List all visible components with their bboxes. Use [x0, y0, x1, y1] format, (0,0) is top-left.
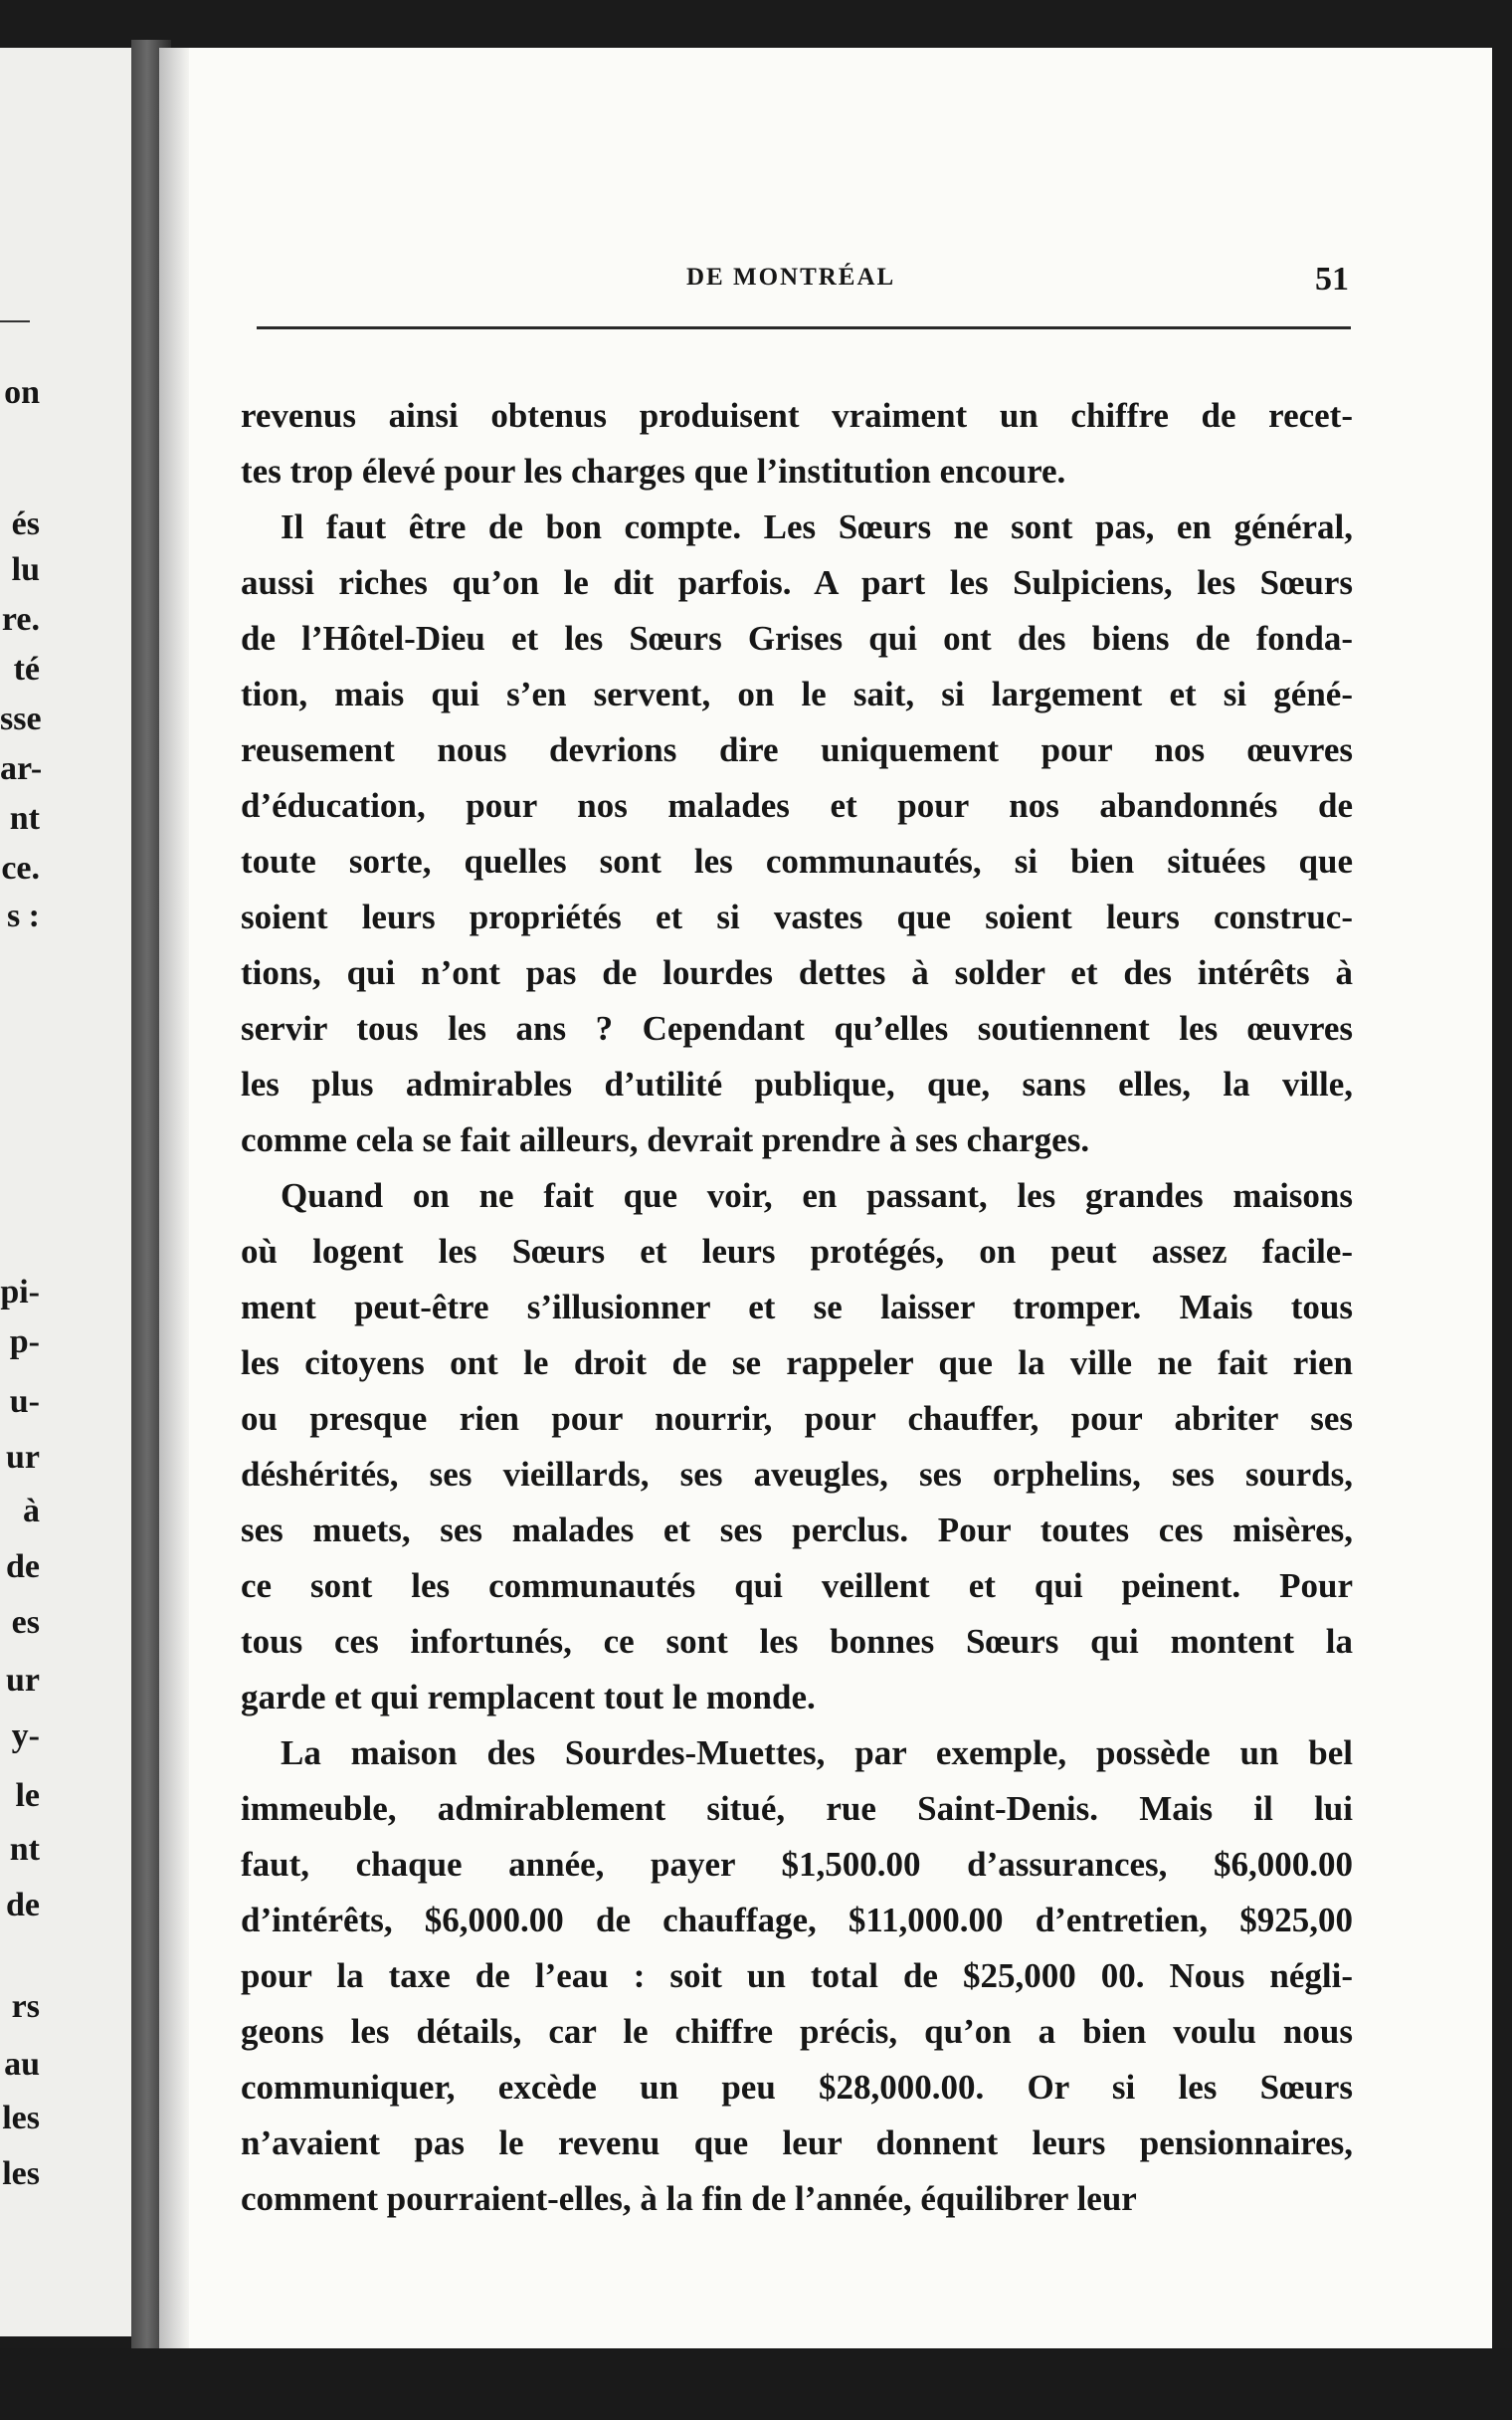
text-line: Quand on ne fait que voir, en passant, les grandes maisons	[281, 1176, 1353, 1215]
body-text	[241, 388, 1353, 2227]
left-page-fragment: les	[2, 2155, 40, 2192]
left-page-fragment: nt	[9, 1831, 40, 1868]
text-line: tes trop élevé pour les charges que l’institution encoure.	[241, 452, 1066, 491]
text-line: les citoyens ont le droit de se rappeler que la ville ne fait rien	[241, 1343, 1353, 1382]
text-line: tous ces infortunés, ce sont les bonnes Sœurs qui montent la	[241, 1622, 1353, 1661]
left-page-text-fragments	[0, 0, 139, 2420]
text-line: ou presque rien pour nourrir, pour chauffer, pour abriter ses	[241, 1399, 1353, 1438]
left-page-fragment: rs	[11, 1988, 40, 2025]
text-line: tion, mais qui s’en servent, on le sait, si largement et si géné-	[241, 675, 1353, 713]
text-line: faut, chaque année, payer $1,500.00 d’assurances, $6,000.00	[241, 1845, 1353, 1884]
paragraph	[241, 1168, 1353, 1725]
text-line: ce sont les communautés qui veillent et qui peinent. Pour	[241, 1566, 1353, 1605]
left-page-fragment: y-	[11, 1717, 40, 1754]
text-line: d’éducation, pour nos malades et pour nos abandonnés de	[241, 786, 1353, 825]
left-page-fragment: és	[11, 505, 40, 542]
left-page-fragment: té	[13, 651, 40, 688]
text-line: toute sorte, quelles sont les communautés, si bien situées que	[241, 842, 1353, 881]
left-page-fragment: à	[23, 1493, 40, 1529]
text-line: soient leurs propriétés et si vastes que soient leurs construc-	[241, 898, 1353, 936]
left-page-fragment: p-	[9, 1323, 40, 1360]
text-line: où logent les Sœurs et leurs protégés, on peut assez facile-	[241, 1232, 1353, 1271]
left-page-fragment: sse	[0, 701, 42, 737]
text-line: aussi riches qu’on le dit parfois. A part les Sulpiciens, les Sœurs	[241, 563, 1353, 602]
text-line: déshérités, ses vieillards, ses aveugles, ses orphelins, ses sourds,	[241, 1455, 1353, 1494]
left-page-fragment: de	[6, 1548, 40, 1585]
page-number: 51	[1315, 261, 1349, 298]
text-line: tions, qui n’ont pas de lourdes dettes à solder et des intérêts à	[241, 953, 1353, 992]
left-page-fragment: lu	[11, 551, 40, 588]
left-page-fragment: au	[4, 2046, 40, 2083]
page-inner-edge	[159, 48, 189, 2356]
left-page-fragment: u-	[9, 1383, 40, 1420]
paragraph	[241, 500, 1353, 1168]
paragraph	[241, 1725, 1353, 2227]
text-line: pour la taxe de l’eau : soit un total de $25,000 00. Nous négli-	[241, 1956, 1353, 1995]
text-line: revenus ainsi obtenus produisent vraiment un chiffre de recet-	[241, 396, 1353, 435]
text-line: reusement nous devrions dire uniquement pour nos œuvres	[241, 730, 1353, 769]
text-line: Il faut être de bon compte. Les Sœurs ne sont pas, en général,	[281, 507, 1353, 546]
text-line: geons les détails, car le chiffre précis, qu’on a bien voulu nous	[241, 2012, 1353, 2051]
scan-background	[0, 2348, 1512, 2420]
left-page-fragment: on	[4, 374, 40, 411]
text-line: n’avaient pas le revenu que leur donnent leurs pensionnaires,	[241, 2123, 1353, 2162]
header-rule	[257, 326, 1351, 329]
left-page-fragment: les	[2, 2100, 40, 2136]
text-line: ses muets, ses malades et ses perclus. Pour toutes ces misères,	[241, 1511, 1353, 1549]
left-page-fragment: ur	[6, 1662, 40, 1699]
left-page-fragment: es	[11, 1604, 40, 1641]
text-line: comment pourraient-elles, à la fin de l’année, équilibrer leur	[241, 2179, 1137, 2218]
left-page-fragment: pi-	[0, 1274, 40, 1311]
text-line: les plus admirables d’utilité publique, que, sans elles, la ville,	[241, 1065, 1353, 1104]
paragraph	[241, 388, 1353, 500]
left-page-fragment: s :	[6, 898, 40, 934]
text-line: d’intérêts, $6,000.00 de chauffage, $11,000.00 d’entretien, $925,00	[241, 1901, 1353, 1939]
left-page-fragment: ce.	[1, 850, 40, 887]
text-line: immeuble, admirablement situé, rue Saint-Denis. Mais il lui	[241, 1789, 1353, 1828]
running-title: DE MONTRÉAL	[686, 264, 896, 291]
left-page-fragment: de	[6, 1887, 40, 1923]
text-line: La maison des Sourdes-Muettes, par exemple, possède un bel	[281, 1733, 1353, 1772]
text-line: servir tous les ans ? Cependant qu’elles soutiennent les œuvres	[241, 1009, 1353, 1048]
left-page-fragment: ar-	[0, 750, 43, 787]
text-line: comme cela se fait ailleurs, devrait prendre à ses charges.	[241, 1120, 1090, 1159]
left-page-fragment: nt	[9, 800, 40, 837]
left-page-fragment: ur	[6, 1439, 40, 1476]
text-line: garde et qui remplacent tout le monde.	[241, 1678, 816, 1716]
text-line: de l’Hôtel-Dieu et les Sœurs Grises qui ont des biens de fonda-	[241, 619, 1353, 658]
left-page-fragment: le	[15, 1777, 40, 1814]
text-line: communiquer, excède un peu $28,000.00. Or si les Sœurs	[241, 2068, 1353, 2107]
text-line: ment peut-être s’illusionner et se laisser tromper. Mais tous	[241, 1288, 1353, 1326]
left-page-fragment: re.	[1, 601, 40, 638]
